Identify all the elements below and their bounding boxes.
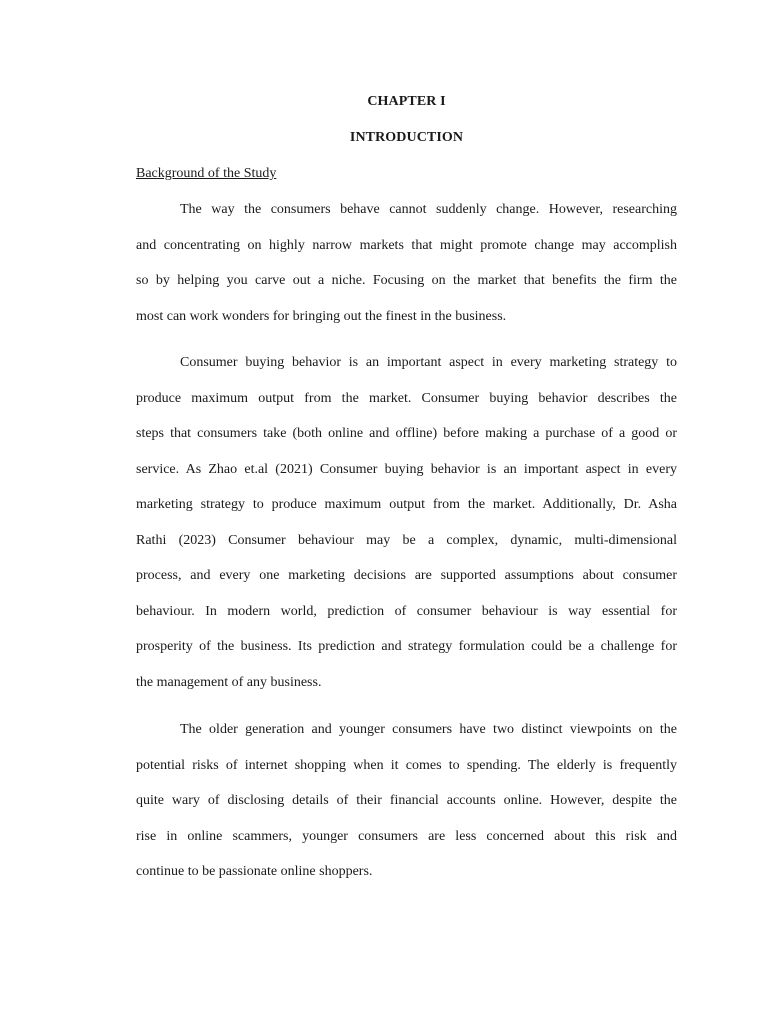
paragraph-line: behaviour. In modern world, prediction of consumer behaviour is way essential for xyxy=(136,604,677,619)
paragraph-line: prosperity of the business. Its prediction and strategy formulation could be a challenge for xyxy=(136,639,677,654)
paragraph-line: so by helping you carve out a niche. Focusing on the market that benefits the firm the xyxy=(136,273,677,288)
paragraph-line: The way the consumers behave cannot suddenly change. However, researching xyxy=(180,202,677,217)
paragraph-line: service. As Zhao et.al (2021) Consumer buying behavior is an important aspect in every xyxy=(136,462,677,477)
paragraph-line: Rathi (2023) Consumer behaviour may be a complex, dynamic, multi-dimensional xyxy=(136,533,677,548)
paragraph-line: steps that consumers take (both online and offline) before making a purchase of a good or xyxy=(136,426,677,441)
paragraph-line: the management of any business. xyxy=(136,675,322,690)
chapter-number: CHAPTER I xyxy=(367,94,446,109)
paragraph-line: potential risks of internet shopping when it comes to spending. The elderly is frequently xyxy=(136,758,677,773)
chapter-title: INTRODUCTION xyxy=(349,130,464,145)
paragraph-line: most can work wonders for bringing out the finest in the business. xyxy=(136,309,507,324)
paragraph-line: quite wary of disclosing details of their financial accounts online. However, despite the xyxy=(136,793,677,808)
paragraph-line: marketing strategy to produce maximum output from the market. Additionally, Dr. Asha xyxy=(136,497,677,512)
paragraph-line: rise in online scammers, younger consumers are less concerned about this risk and xyxy=(136,829,677,844)
paragraph-line: and concentrating on highly narrow markets that might promote change may accomplish xyxy=(136,238,677,253)
paragraph-line: Consumer buying behavior is an important aspect in every marketing strategy to xyxy=(180,355,677,370)
paragraph-line: The older generation and younger consumers have two distinct viewpoints on the xyxy=(180,722,677,737)
section-heading: Background of the Study xyxy=(136,166,277,181)
paragraph-line: process, and every one marketing decisions are supported assumptions about consumer xyxy=(136,568,677,583)
paragraph-line: continue to be passionate online shoppers. xyxy=(136,864,373,879)
paragraph-line: produce maximum output from the market. Consumer buying behavior describes the xyxy=(136,391,677,406)
